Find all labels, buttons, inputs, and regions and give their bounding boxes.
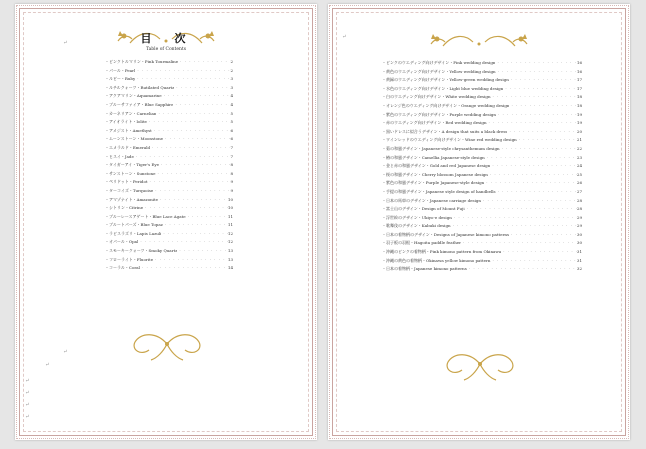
toc-entry-page: 5 bbox=[230, 119, 233, 125]
toc-entry[interactable] bbox=[105, 153, 233, 162]
toc-entry-page: 2 bbox=[230, 59, 233, 64]
toc-dot-leader bbox=[451, 222, 577, 231]
toc-entry-title: ・スモーキークォーツ・Smoky Quartz bbox=[105, 248, 178, 254]
toc-dot-leader bbox=[174, 84, 230, 93]
toc-entry[interactable] bbox=[105, 92, 233, 101]
toc-entry-page: 16 bbox=[576, 60, 582, 65]
toc-entry-title: ・椿の和風デザイン・Camellia Japanese-style design bbox=[382, 154, 485, 160]
toc-entry[interactable] bbox=[105, 161, 233, 170]
toc-entry[interactable] bbox=[105, 187, 233, 196]
toc-entry-page: 31 bbox=[576, 257, 582, 263]
toc-dot-leader bbox=[156, 110, 230, 119]
toc-entry-title: ・ブルーレースアゲート・Blue Lace Agate bbox=[105, 213, 186, 219]
toc-dot-leader bbox=[496, 111, 577, 120]
toc-dot-leader bbox=[138, 238, 228, 247]
toc-entry[interactable] bbox=[105, 264, 233, 273]
toc-entry[interactable] bbox=[105, 135, 233, 144]
toc-dot-leader bbox=[135, 67, 230, 76]
toc-entry-page: 30 bbox=[576, 240, 582, 246]
top-ornament bbox=[423, 30, 535, 52]
toc-dot-leader bbox=[452, 214, 577, 223]
toc-dot-leader bbox=[491, 93, 577, 102]
toc-entry-page: 9 bbox=[230, 187, 233, 193]
toc-entry[interactable] bbox=[105, 213, 233, 222]
toc-title: 目 次 bbox=[140, 32, 192, 45]
toc-entry-page: 11 bbox=[227, 222, 233, 228]
toc-dot-leader bbox=[152, 127, 231, 136]
toc-entry-title: ・ワインレッドのウエディング向けデザイン・Wine red wedding design bbox=[382, 137, 517, 143]
toc-dot-leader bbox=[500, 145, 577, 154]
toc-entry-page: 14 bbox=[227, 265, 233, 271]
toc-entry-page: 29 bbox=[576, 223, 582, 229]
toc-entry-title: ・フローライト・Fluorite bbox=[105, 256, 154, 262]
toc-dot-leader bbox=[484, 179, 577, 188]
toc-entry[interactable] bbox=[382, 154, 582, 163]
toc-entry[interactable] bbox=[382, 205, 582, 214]
toc-entry[interactable] bbox=[382, 128, 582, 137]
toc-entry-page: 18 bbox=[576, 102, 582, 108]
toc-entry-page: 25 bbox=[576, 171, 582, 177]
toc-dot-leader bbox=[135, 75, 230, 84]
toc-entry-title: ・黄緑のウエディング向けデザイン・Yellow-green wedding design bbox=[382, 77, 509, 83]
toc-entry-title: ・沖縄の黄色の着物柄・Okinawa yellow kimono pattern bbox=[382, 257, 491, 263]
toc-entry[interactable] bbox=[105, 230, 233, 239]
toc-entry-page: 22 bbox=[576, 145, 582, 151]
document-page-1[interactable] bbox=[15, 4, 317, 440]
toc-dot-leader bbox=[495, 59, 576, 68]
paragraph-mark: ↵ bbox=[342, 34, 347, 40]
toc-dot-leader bbox=[173, 101, 230, 110]
bottom-ornament bbox=[440, 342, 520, 384]
toc-entry-title: ・アクアマリン・Aquamarine bbox=[105, 93, 162, 99]
table-of-contents bbox=[382, 59, 582, 274]
toc-dot-leader bbox=[178, 58, 230, 67]
toc-entry-title: ・金と赤の和風デザイン・Gold and red Japanese design bbox=[382, 163, 491, 169]
toc-entry-page: 21 bbox=[576, 137, 582, 143]
toc-entry[interactable] bbox=[382, 197, 582, 206]
toc-entry-title: ・オレンジ色のウエディング向けデザイン・Orange wedding design bbox=[382, 102, 510, 108]
toc-entry-page: 4 bbox=[230, 101, 233, 107]
toc-entry[interactable] bbox=[105, 170, 233, 179]
toc-entry-title: ・菊の和風デザイン・Japanese-style chrysanthemum design bbox=[382, 145, 500, 151]
toc-entry-title: ・ターコイズ・Turquoise bbox=[105, 187, 154, 193]
toc-entry[interactable] bbox=[382, 119, 582, 128]
toc-entry-page: 18 bbox=[576, 94, 582, 100]
toc-entry[interactable] bbox=[382, 136, 582, 145]
toc-entry-title: ・紫色の和風デザイン・Purple Japanese-style design bbox=[382, 180, 485, 186]
paragraph-mark: ↵ bbox=[63, 40, 68, 46]
toc-dot-leader bbox=[487, 119, 577, 128]
toc-entry[interactable] bbox=[105, 204, 233, 213]
toc-entry[interactable] bbox=[382, 231, 582, 240]
toc-dot-leader bbox=[507, 128, 576, 137]
toc-dot-leader bbox=[465, 205, 577, 214]
toc-entry-page: 28 bbox=[576, 206, 582, 212]
toc-entry[interactable] bbox=[382, 111, 582, 120]
paragraph-mark: ↵ bbox=[63, 349, 68, 355]
toc-dot-leader bbox=[488, 171, 577, 180]
toc-entry[interactable] bbox=[382, 239, 582, 248]
toc-entry-title: ・白のウエディング向けデザイン・White wedding design bbox=[382, 94, 491, 100]
toc-dot-leader bbox=[509, 231, 577, 240]
toc-dot-leader bbox=[134, 153, 231, 162]
toc-dot-leader bbox=[147, 118, 231, 127]
toc-entry-title: ・アメジスト・Amethyst bbox=[105, 127, 152, 133]
toc-entry[interactable] bbox=[105, 247, 233, 256]
toc-entry-title: ・赤のウエディング向けデザイン・Red wedding design bbox=[382, 120, 487, 126]
toc-entry[interactable] bbox=[382, 93, 582, 102]
toc-entry-page: 5 bbox=[230, 110, 233, 116]
toc-entry-title: ・黄色のウエディング向けデザイン・Yellow wedding design bbox=[382, 68, 496, 74]
toc-entry[interactable] bbox=[105, 238, 233, 247]
toc-entry-page: 28 bbox=[576, 197, 582, 203]
toc-dot-leader bbox=[490, 162, 577, 171]
toc-entry[interactable] bbox=[105, 67, 233, 76]
toc-entry-page: 8 bbox=[230, 170, 233, 176]
toc-entry-page: 12 bbox=[227, 230, 233, 236]
toc-entry-title: ・ペリドット・Peridot bbox=[105, 179, 148, 185]
toc-dot-leader bbox=[461, 239, 577, 248]
toc-entry-page: 19 bbox=[576, 120, 582, 126]
toc-dot-leader bbox=[159, 161, 230, 170]
toc-dot-leader bbox=[153, 187, 230, 196]
toc-entry-page: 13 bbox=[227, 248, 233, 254]
toc-dot-leader bbox=[517, 136, 577, 145]
toc-entry-page: 7 bbox=[230, 144, 233, 150]
toc-dot-leader bbox=[485, 154, 577, 163]
toc-entry-page: 26 bbox=[576, 180, 582, 186]
toc-entry[interactable] bbox=[382, 68, 582, 77]
toc-entry-title: ・日本の馬車のデザイン・Japanese carriage design bbox=[382, 197, 481, 203]
toc-entry-page: 6 bbox=[230, 136, 233, 142]
toc-entry-title: ・日本の着物柄・Japanese kimono patterns bbox=[382, 266, 467, 272]
paragraph-mark: ↵ bbox=[25, 414, 30, 420]
toc-entry[interactable] bbox=[382, 188, 582, 197]
toc-dot-leader bbox=[163, 135, 230, 144]
toc-entry-title: ・富士山のデザイン・Design of Mount Fuji bbox=[382, 206, 465, 212]
toc-entry[interactable] bbox=[105, 221, 233, 230]
toc-entry-title: ・ヒスイ・Jade bbox=[105, 153, 134, 159]
toc-entry[interactable] bbox=[382, 179, 582, 188]
toc-entry-page: 11 bbox=[227, 213, 233, 219]
toc-entry[interactable] bbox=[105, 84, 233, 93]
toc-dot-leader bbox=[503, 85, 577, 94]
toc-entry-title: ・歌舞伎のデザイン・Kabuki design bbox=[382, 223, 451, 229]
toc-dot-leader bbox=[148, 178, 231, 187]
toc-entry[interactable] bbox=[382, 171, 582, 180]
toc-entry-page: 3 bbox=[230, 76, 233, 82]
toc-entry-title: ・沖縄のピンクの着物柄・Pink kimono pattern from Okinawa bbox=[382, 249, 502, 255]
toc-entry-title: ・オパール・Opal bbox=[105, 239, 139, 245]
toc-dot-leader bbox=[140, 264, 228, 273]
toc-entry-page: 10 bbox=[227, 196, 233, 202]
toc-entry[interactable] bbox=[105, 196, 233, 205]
toc-dot-leader bbox=[158, 196, 228, 205]
toc-entry-page: 17 bbox=[576, 77, 582, 83]
toc-entry[interactable] bbox=[382, 102, 582, 111]
toc-entry-title: ・エメラルド・Emerald bbox=[105, 144, 151, 150]
toc-entry-title: ・ブルーサファイア・Blue Sapphire bbox=[105, 101, 174, 107]
toc-dot-leader bbox=[467, 265, 577, 274]
toc-entry[interactable] bbox=[105, 75, 233, 84]
toc-entry-page: 4 bbox=[230, 93, 233, 99]
toc-entry-page: 16 bbox=[576, 68, 582, 74]
toc-entry-page: 6 bbox=[230, 127, 233, 133]
toc-entry-title: ・パール・Pearl bbox=[105, 67, 136, 73]
paragraph-mark: ↵ bbox=[45, 362, 50, 368]
table-of-contents bbox=[105, 58, 233, 273]
toc-entry-title: ・ピンクのウエディング向けデザイン・Pink wedding design bbox=[382, 60, 496, 65]
toc-entry-title: ・サンストーン・Sunstone bbox=[105, 170, 156, 176]
toc-entry-title: ・紫色のウエディング向けデザイン・Purple wedding design bbox=[382, 111, 496, 117]
toc-dot-leader bbox=[509, 76, 577, 85]
toc-entry-title: ・コーラル・Coral bbox=[105, 265, 140, 271]
toc-entry[interactable] bbox=[382, 145, 582, 154]
toc-entry-page: 17 bbox=[576, 85, 582, 91]
toc-entry-page: 3 bbox=[230, 84, 233, 90]
toc-entry-title: ・ブルートパーズ・Blue Topaz bbox=[105, 222, 163, 228]
toc-entry-title: ・水色のウエディング向けデザイン・Light blue wedding design bbox=[382, 85, 504, 91]
toc-entry-title: ・手提の和風デザイン・Japanese style design of handbells bbox=[382, 188, 496, 194]
toc-entry-title: ・ムーンストーン・Moonstone bbox=[105, 136, 164, 142]
paragraph-mark: ↵ bbox=[25, 390, 30, 396]
toc-entry-title: ・シトリン・Citrine bbox=[105, 205, 144, 211]
toc-entry-title: ・桜の和風デザイン・Cherry blossom Japanese design bbox=[382, 171, 488, 177]
toc-entry-title: ・カーネリアン・Carnelian bbox=[105, 110, 157, 116]
toc-entry-page: 20 bbox=[576, 128, 582, 134]
toc-entry-page: 24 bbox=[576, 163, 582, 169]
bottom-ornament bbox=[127, 322, 207, 364]
toc-entry[interactable] bbox=[382, 257, 582, 266]
toc-entry-title: ・ラピスラズリ・Lapis Lazuli bbox=[105, 230, 162, 236]
toc-entry[interactable] bbox=[382, 248, 582, 257]
toc-entry[interactable] bbox=[382, 76, 582, 85]
toc-entry-title: ・アイオライト・Iolite bbox=[105, 119, 147, 125]
paragraph-mark: ↵ bbox=[25, 402, 30, 408]
toc-entry[interactable] bbox=[105, 178, 233, 187]
toc-entry-title: ・ルチルクォーツ・Rutilated Quartz bbox=[105, 84, 175, 90]
toc-dot-leader bbox=[161, 230, 228, 239]
toc-dot-leader bbox=[186, 213, 228, 222]
toc-entry-page: 27 bbox=[576, 188, 582, 194]
toc-dot-leader bbox=[496, 68, 577, 77]
toc-entry-page: 2 bbox=[230, 67, 233, 73]
toc-entry-page: 32 bbox=[576, 266, 582, 272]
toc-entry-page: 30 bbox=[576, 231, 582, 237]
toc-entry-page: 12 bbox=[227, 239, 233, 245]
toc-dot-leader bbox=[163, 221, 228, 230]
toc-entry-title: ・羽子板の羽根・Hagoita paddle feather bbox=[382, 240, 462, 246]
toc-subtitle: Table of Contents bbox=[145, 47, 187, 52]
toc-entry-page: 10 bbox=[227, 205, 233, 211]
toc-entry-page: 19 bbox=[576, 111, 582, 117]
toc-entry[interactable] bbox=[382, 222, 582, 231]
toc-entry-title: ・日本の着物柄のデザイン・Designs of Japanese kimono patterns bbox=[382, 231, 510, 237]
toc-entry-title: ・タイガーアイ・Tiger's Eye bbox=[105, 162, 159, 168]
toc-entry-title: ・黒いドレスに似合うデザイン・A design that suits a black dress bbox=[382, 128, 508, 134]
toc-dot-leader bbox=[156, 170, 231, 179]
toc-entry[interactable] bbox=[105, 58, 233, 67]
toc-entry-page: 8 bbox=[230, 162, 233, 168]
toc-entry-page: 23 bbox=[576, 154, 582, 160]
toc-entry[interactable] bbox=[382, 265, 582, 274]
toc-entry-page: 31 bbox=[576, 249, 582, 255]
toc-dot-leader bbox=[153, 256, 228, 265]
toc-entry-page: 9 bbox=[230, 179, 233, 185]
toc-entry[interactable] bbox=[105, 127, 233, 136]
paragraph-mark: ↵ bbox=[25, 378, 30, 384]
toc-dot-leader bbox=[496, 188, 577, 197]
toc-entry[interactable] bbox=[105, 110, 233, 119]
document-page-2[interactable] bbox=[328, 4, 630, 440]
toc-entry[interactable] bbox=[382, 59, 582, 68]
toc-entry-title: ・ピンクトルマリン・Pink Tourmaline bbox=[105, 59, 179, 64]
toc-dot-leader bbox=[177, 247, 228, 256]
toc-entry[interactable] bbox=[105, 256, 233, 265]
toc-entry-page: 7 bbox=[230, 153, 233, 159]
toc-entry[interactable] bbox=[105, 118, 233, 127]
toc-entry[interactable] bbox=[382, 85, 582, 94]
toc-entry[interactable] bbox=[105, 144, 233, 153]
toc-entry[interactable] bbox=[382, 214, 582, 223]
toc-entry[interactable] bbox=[105, 101, 233, 110]
toc-entry-page: 13 bbox=[227, 256, 233, 262]
toc-entry-title: ・ルビー・Ruby bbox=[105, 76, 136, 82]
toc-dot-leader bbox=[491, 257, 577, 266]
toc-entry-title: ・浮世絵のデザイン・Ukiyo-e design bbox=[382, 214, 452, 220]
toc-dot-leader bbox=[150, 144, 230, 153]
toc-dot-leader bbox=[143, 204, 228, 213]
toc-dot-leader bbox=[162, 92, 231, 101]
toc-dot-leader bbox=[501, 248, 577, 257]
toc-dot-leader bbox=[509, 102, 576, 111]
toc-entry-page: 29 bbox=[576, 214, 582, 220]
toc-entry[interactable] bbox=[382, 162, 582, 171]
toc-dot-leader bbox=[481, 197, 577, 206]
toc-entry-title: ・アマゾナイト・Amazonite bbox=[105, 196, 159, 202]
